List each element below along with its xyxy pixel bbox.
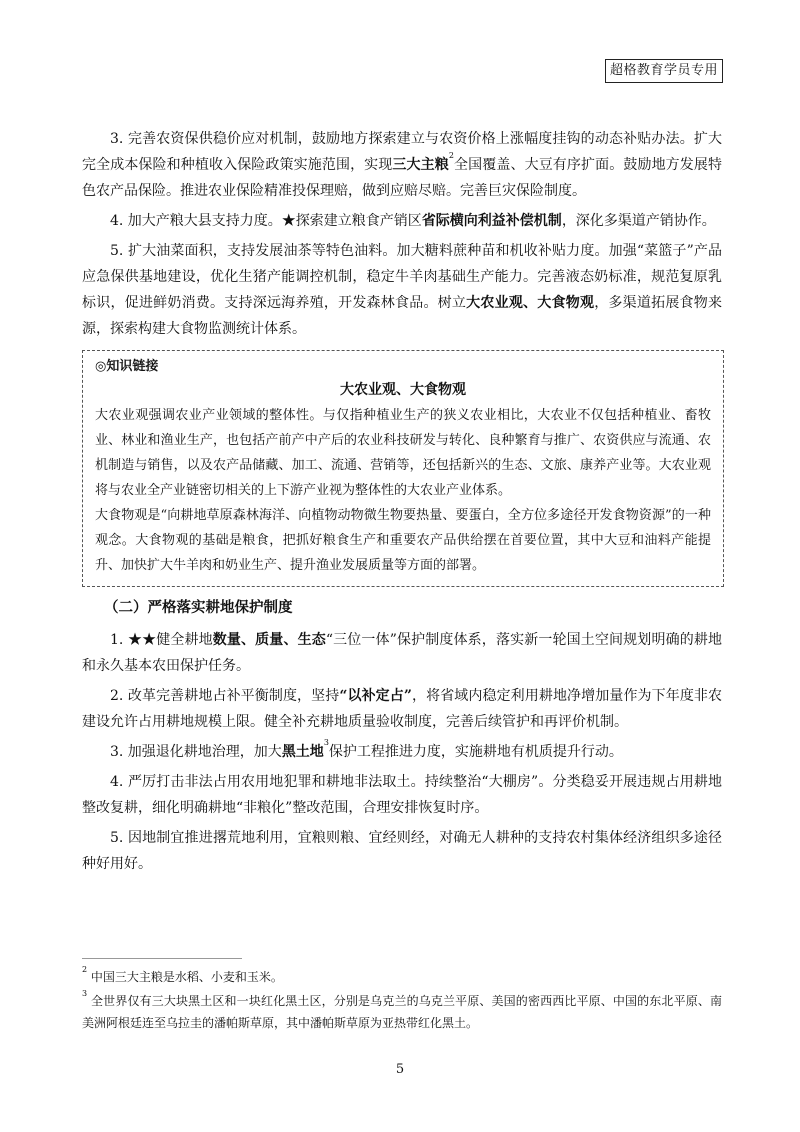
knowledge-link-box xyxy=(82,350,724,587)
paragraph-farmland-system xyxy=(82,627,722,679)
paragraph-abandoned-land: 5. 因地制宜推进撂荒地利用，宜粮则粮、宜经则经，对确无人耕种的支持农村集体经济组织多途径种好用好。 xyxy=(82,830,722,872)
footnote-number: 3 xyxy=(82,989,88,998)
text: 4. 加大产粮大县支持力度。★探索建立粮食产销区 xyxy=(110,213,422,229)
watermark-stamp: 超格教育学员专用 xyxy=(605,59,723,83)
text: 5. 扩大油菜面积，支持发展油茶等特色油料。加大糖料蔗种苗和机收补贴力度。加强“菜篮子”产品应急保供基地建设，优化生猪产能调控机制，稳定牛羊肉基础生产能力。完善液态奶标准，规范复原乳标识，促进鲜奶消费。支持深远海养殖，开发森林食品。树立 xyxy=(82,243,722,311)
footnote-text: 中国三大主粮是水稻、小麦和玉米。 xyxy=(90,970,283,984)
text: ，深化多渠道产销协作。 xyxy=(561,213,716,229)
footnote-text: 全世界仅有三大块黑土区和一块红化黑土区，分别是乌克兰的乌克兰平原、美国的密西西比平原、中国的东北平原、南美洲阿根廷连至乌拉圭的潘帕斯草原，其中潘帕斯草原为亚热带红化黑土。 xyxy=(82,994,722,1030)
box-title: 大农业观、大食物观 xyxy=(340,382,466,398)
page-number: 5 xyxy=(395,1062,405,1077)
text: 保护工程推进力度，实施耕地有机质提升行动。 xyxy=(328,744,623,760)
paragraph-grain-county xyxy=(82,208,722,234)
box-paragraph-food: 大食物观是“向耕地草原森林海洋、向植物动物微生物要热量、要蛋白，全方位多途径开发食物资源”的一种观念。大食物观的基础是粮食，把抓好粮食生产和重要农产品供给摆在首要位置，其中大豆和油料产能提升、加快扩大牛羊肉和奶业生产、提升渔业发展质量等方面的部署。 xyxy=(95,508,711,573)
text: 2. 改革完善耕地占补平衡制度，坚持 xyxy=(110,688,340,704)
paragraph-balance-system xyxy=(82,683,722,735)
paragraph-oil-crops xyxy=(82,238,722,342)
bold-term: 黑土地 xyxy=(281,744,324,760)
text: ，将省域内稳定利用耕地净增加量作为下年度非农建设允许占用耕地规模上限。健全补充耕地质量验收制度，完善后续管护和再评价机制。 xyxy=(82,688,723,730)
text: 全国覆盖、大豆有序扩面。鼓励地方发展特色农产品保险。推进农业保险精准投保理赔，做到应赔尽赔。完善巨灾保险制度。 xyxy=(82,157,723,199)
text: 1. ★★健全耕地 xyxy=(110,632,213,648)
footnote-3 xyxy=(82,990,722,1034)
footnote-ref[interactable]: 2 xyxy=(448,151,454,160)
box-label: ◎知识链接 xyxy=(95,359,159,374)
section-heading: （二）严格落实耕地保护制度 xyxy=(104,599,293,616)
text: ，多渠道拓展食物来源，探索构建大食物监测统计体系。 xyxy=(82,295,723,337)
text: 3. 加强退化耕地治理，加大 xyxy=(110,744,282,760)
box-paragraph-agriculture: 大农业观强调农业产业领域的整体性。与仅指种植业生产的狭义农业相比，大农业不仅包括种植业、畜牧业、林业和渔业生产，也包括产前产中产后的农业科技研发与转化、良种繁育与推广、农资供应与流通、农机制造与销售，以及农产品储藏、加工、流通、营销等，还包括新兴的生态、文旅、康养产业等。大农业观将与农业全产业链密切相关的上下游产业视为整体性的大农业产业体系。 xyxy=(95,408,711,498)
footnote-number: 2 xyxy=(82,965,88,974)
paragraph-black-soil xyxy=(82,739,722,765)
document-body xyxy=(82,126,722,881)
bold-term: 数量、质量、生态 xyxy=(212,632,326,648)
footnote-2 xyxy=(82,966,722,988)
text: 3. 完善农资保供稳价应对机制，鼓励地方探索建立与农资价格上涨幅度挂钩的动态补贴办法。扩大完全成本保险和种植收入保险政策实施范围，实现 xyxy=(82,131,722,173)
footnotes xyxy=(82,966,722,1036)
bold-term: 省际横向利益补偿机制 xyxy=(421,213,562,229)
footnote-divider xyxy=(82,958,242,959)
paragraph-insurance xyxy=(82,126,722,204)
text: “三位一体”保护制度体系，落实新一轮国土空间规划明确的耕地和永久基本农田保护任务。 xyxy=(82,632,722,674)
bold-term: “以补定占” xyxy=(339,688,412,704)
bold-term: 大农业观、大食物观 xyxy=(466,295,595,311)
bold-term: 三大主粮 xyxy=(392,157,449,173)
paragraph-illegal-use: 4. 严厉打击非法占用农用地犯罪和耕地非法取土。持续整治“大棚房”。分类稳妥开展违规占用耕地整改复耕，细化明确耕地“非粮化”整改范围，合理安排恢复时序。 xyxy=(82,774,722,816)
footnote-ref[interactable]: 3 xyxy=(323,738,329,747)
